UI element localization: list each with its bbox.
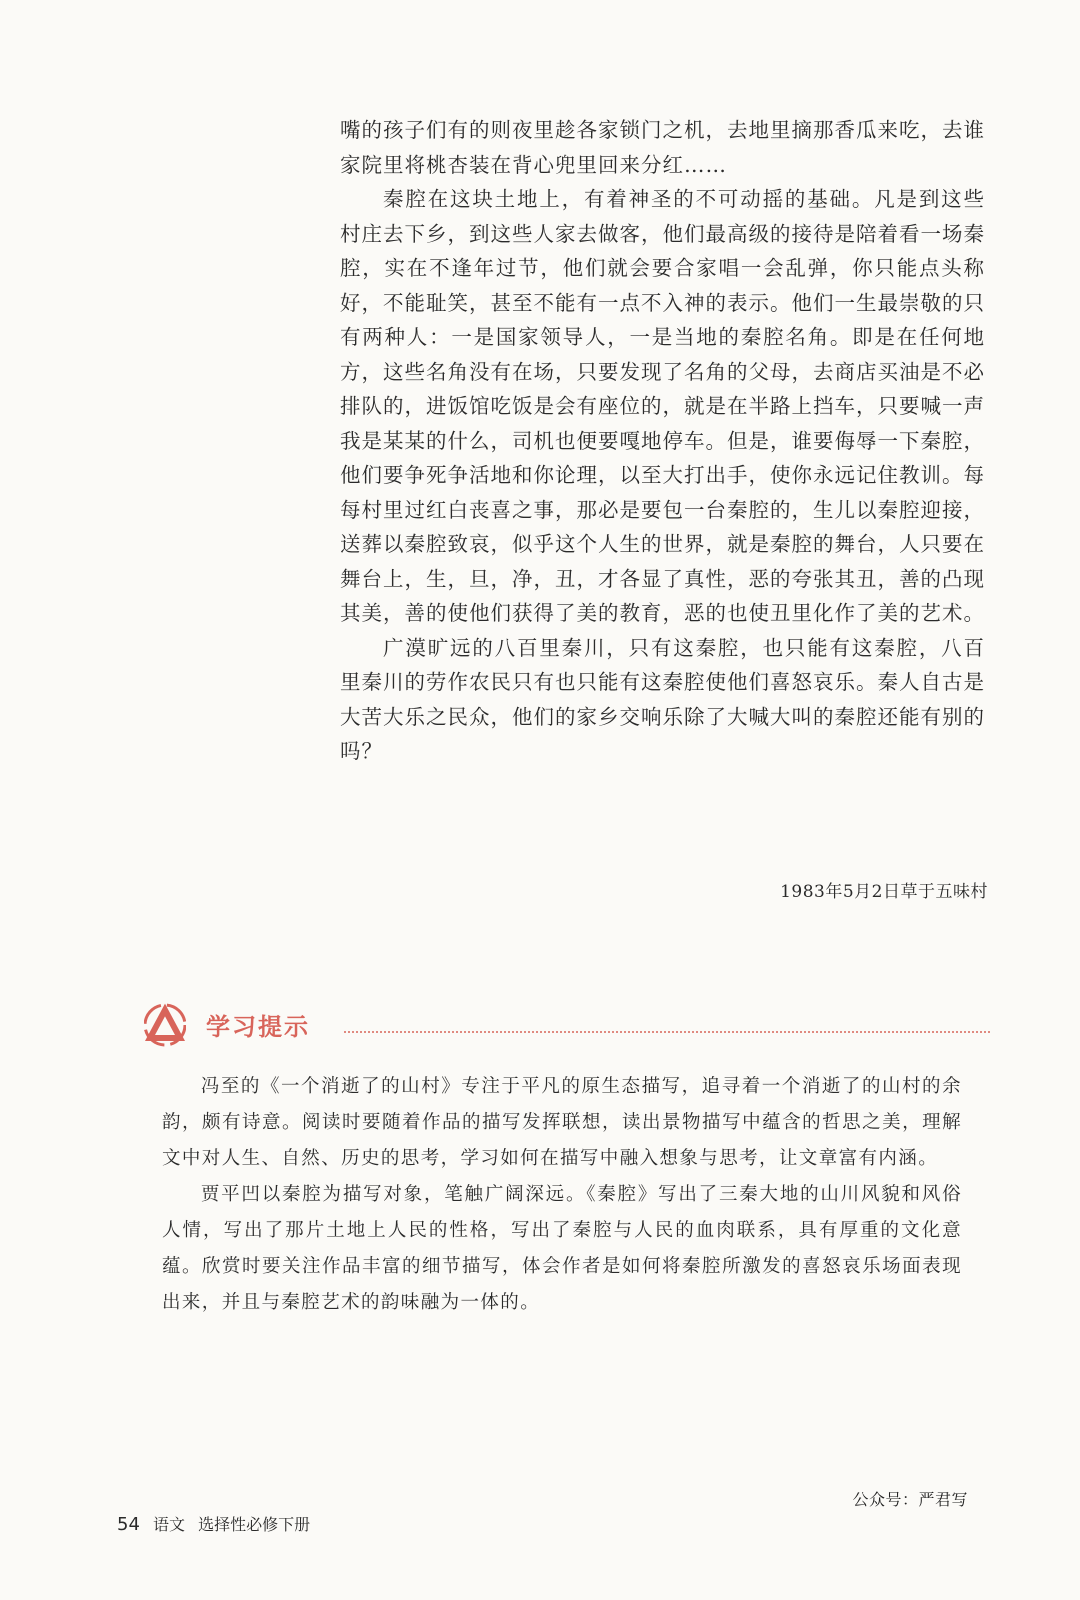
article-paragraph: 广漠旷远的八百里秦川，只有这秦腔，也只能有这秦腔，八百里秦川的劳作农民只有也只能有这秦腔使他们喜怒哀乐。秦人自古是大苦大乐之民众，他们的家乡交响乐除了大喊大叫的秦腔还能有别的吗？ — [340, 635, 985, 763]
dotted-divider — [344, 1031, 990, 1033]
watermark-text: 公众号：严君写 — [852, 1490, 968, 1509]
study-tips-header — [144, 1003, 1004, 1047]
article-paragraph: 嘴的孩子们有的则夜里趁各家锁门之机，去地里摘那香瓜来吃，去谁家院里将桃杏装在背心兜里回来分红…… — [340, 118, 985, 177]
study-tips-title: 学习提示 — [206, 1013, 310, 1041]
article-dateline: 1983年5月2日草于五味村 — [780, 882, 988, 902]
footer-book-title: 选择性必修下册 — [198, 1515, 311, 1534]
main-article-text — [340, 113, 985, 769]
study-tips-text — [162, 1069, 962, 1321]
article-paragraph: 秦腔在这块土地上，有着神圣的不可动摇的基础。凡是到这些村庄去下乡，到这些人家去做客，他们最高级的接待是陪着看一场秦腔，实在不逢年过节，他们就会要合家唱一会乱弹，你只能点头称好，不能耻笑，甚至不能有一点不入神的表示。他们一生最崇敬的只有两种人：一是国家领导人，一是当地的秦腔名角。即是在任何地方，这些名角没有在场，只要发现了名角的父母，去商店买油是不必排队的，进饭馆吃饭是会有座位的，就是在半路上挡车，只要喊一声我是某某的什么，司机也便要嘎地停车。但是，谁要侮辱一下秦腔，他们要争死争活地和你论理，以至大打出手，使你永远记住教训。每每村里过红白丧喜之事，那必是要包一台秦腔的，生儿以秦腔迎接，送葬以秦腔致哀，似乎这个人生的世界，就是秦腔的舞台，人只要在舞台上，生，旦，净，丑，才各显了真性，恶的夸张其丑，善的凸现其美，善的使他们获得了美的教育，恶的也使丑里化作了美的艺术。 — [340, 187, 985, 625]
page-number: 54 — [117, 1514, 140, 1535]
page-footer — [117, 1512, 318, 1535]
tips-paragraph: 贾平凹以秦腔为描写对象，笔触广阔深远。《秦腔》写出了三秦大地的山川风貌和风俗人情，写出了那片土地上人民的性格，写出了秦腔与人民的血肉联系，具有厚重的文化意蕴。欣赏时要关注作品丰富的细节描写，体会作者是如何将秦腔所激发的喜怒哀乐场面表现出来，并且与秦腔艺术的韵味融为一体的。 — [162, 1184, 962, 1313]
footer-subject: 语文 — [153, 1515, 186, 1534]
study-tips-triangle-icon — [144, 1003, 186, 1047]
tips-paragraph: 冯至的《一个消逝了的山村》专注于平凡的原生态描写，追寻着一个消逝了的山村的余韵，颇有诗意。阅读时要随着作品的描写发挥联想，读出景物描写中蕴含的哲思之美，理解文中对人生、自然、历史的思考，学习如何在描写中融入想象与思考，让文章富有内涵。 — [162, 1076, 962, 1169]
